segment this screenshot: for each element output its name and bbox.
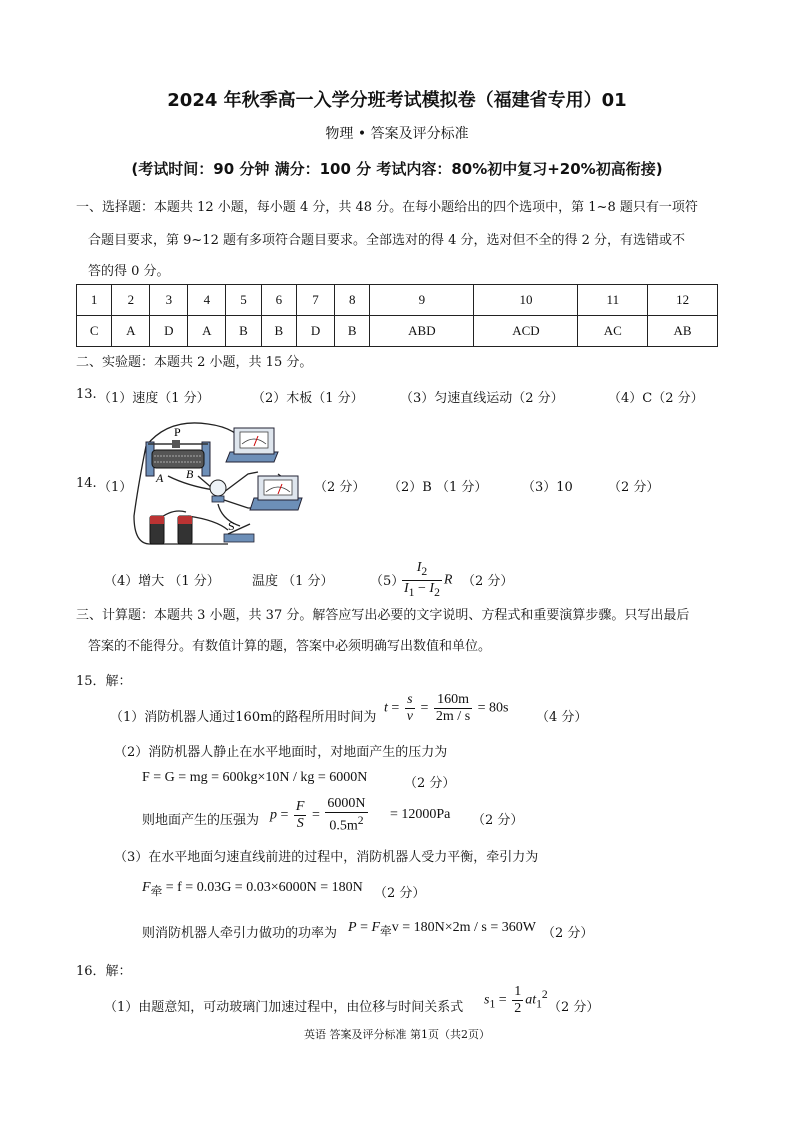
section1-line2: 合题目要求，第 9~12 题有多项符合题目要求。全部选对的得 4 分，选对但不全的得 2 分，有选错或不 <box>88 233 686 248</box>
table-cell: D <box>297 316 335 347</box>
table-cell: C <box>77 316 112 347</box>
section1-line3: 答的得 0 分。 <box>88 264 170 279</box>
table-cell: 5 <box>226 285 261 316</box>
q14-part4: （4）增大 （1 分） <box>104 574 220 589</box>
q15-formula-pressure: p = $\frac{F}{S}$ = $\frac{6000N}{0.5m^2}$ <box>270 796 366 834</box>
circuit-diagram <box>128 416 310 550</box>
table-cell: 2 <box>112 285 150 316</box>
voltmeter <box>226 428 278 462</box>
table-cell: 10 <box>474 285 578 316</box>
table-cell: B <box>226 316 261 347</box>
q14-part1: （1） <box>98 480 133 495</box>
exam-info: (考试时间：90 分钟 满分：100 分 考试内容：80%初中复习+20%初高衔接) <box>131 160 663 178</box>
table-cell: 12 <box>648 285 718 316</box>
q15-part3-score: （2 分） <box>374 886 426 901</box>
q16-part1-text: （1）由题意知，可动玻璃门加速过程中，由位移与时间关系式 <box>104 1000 464 1015</box>
q15-part3b-text: 则消防机器人牵引力做功的功率为 <box>142 926 338 941</box>
q15-part2-text: （2）消防机器人静止在水平地面时，对地面产生的压力为 <box>114 745 448 760</box>
q14-part1-score: （2 分） <box>314 480 366 495</box>
q14-part5: （5） <box>370 574 405 589</box>
table-cell: 4 <box>188 285 226 316</box>
q15-pressure-result: = 12000Pa <box>390 807 451 822</box>
table-cell: 9 <box>370 285 474 316</box>
table-row <box>77 285 718 316</box>
q15-part2b-score: （2 分） <box>472 813 524 828</box>
q14-temperature: 温度 （1 分） <box>252 574 334 589</box>
table-cell: B <box>261 316 296 347</box>
label-p: P <box>174 425 181 439</box>
q15-part2b-text: 则地面产生的压强为 <box>142 813 260 828</box>
document-subtitle: 物理 • 答案及评分标准 <box>325 126 469 142</box>
q16-part1-score: （2 分） <box>548 1000 600 1015</box>
q15-formula-time: t = $\frac{s}{v}$ = $\frac{160m}{2m / s}$ = 80s <box>384 692 509 724</box>
lamp <box>210 480 226 502</box>
q15-part3b-score: （2 分） <box>542 926 594 941</box>
section1-line1: 一、选择题：本题共 12 小题，每小题 4 分，共 48 分。在每小题给出的四个选项中，第 1~8 题只有一项符 <box>76 200 698 215</box>
q14-part2: （2）B （1 分） <box>388 480 488 495</box>
table-cell: 3 <box>150 285 188 316</box>
q13-part4: （4）C（2 分） <box>608 391 704 406</box>
table-cell: ACD <box>474 316 578 347</box>
table-cell: 11 <box>578 285 648 316</box>
table-cell: A <box>188 316 226 347</box>
page-footer: 英语 答案及评分标准 第1页（共2页） <box>304 1028 490 1041</box>
table-cell: 7 <box>297 285 335 316</box>
q16-formula-displacement: $s_1$ = $\frac{1}{2}$ $at_1^2$ <box>484 984 548 1016</box>
table-cell: 8 <box>335 285 370 316</box>
label-a: A <box>156 471 164 485</box>
table-cell: 6 <box>261 285 296 316</box>
document-title: 2024 年秋季高一入学分班考试模拟卷（福建省专用）01 <box>167 90 627 111</box>
q15-part1-text: （1）消防机器人通过160m的路程所用时间为 <box>110 710 377 725</box>
q15-formula-power: $P = F_牵v = 180N\times 2m / s = 360W$ <box>348 920 536 938</box>
table-cell: AB <box>648 316 718 347</box>
q15-formula-force: F = G = mg = 600kg×10N / kg = 6000N <box>142 770 368 785</box>
table-cell: B <box>335 316 370 347</box>
q16-heading: 16．解： <box>76 964 132 979</box>
table-row <box>77 316 718 347</box>
q14-formula: $\frac{I_2}{I_1 - I_2}$ R <box>404 560 453 599</box>
ammeter <box>250 476 302 510</box>
q15-heading: 15．解： <box>76 674 132 689</box>
q15-power-equation: v = 180N×2m / s = 360W <box>391 920 536 935</box>
q14-part3: （3）10 <box>522 480 573 495</box>
table-cell: D <box>150 316 188 347</box>
label-b: B <box>186 467 194 481</box>
table-cell: A <box>112 316 150 347</box>
q14-part3-score: （2 分） <box>608 480 660 495</box>
q15-part2-score: （2 分） <box>404 776 456 791</box>
q15-part1-score: （4 分） <box>536 710 588 725</box>
table-cell: AC <box>578 316 648 347</box>
answer-table <box>76 284 718 347</box>
q13-part1: （1）速度（1 分） <box>98 391 210 406</box>
q13-number: 13. <box>76 387 97 402</box>
q13-part2: （2）木板（1 分） <box>252 391 364 406</box>
section2-heading: 二、实验题：本题共 2 小题，共 15 分。 <box>76 355 313 370</box>
q15-part3-text: （3）在水平地面匀速直线前进的过程中，消防机器人受力平衡，牵引力为 <box>114 850 539 865</box>
table-cell: ABD <box>370 316 474 347</box>
q14-part5-score: （2 分） <box>462 574 514 589</box>
section3-line1: 三、计算题：本题共 3 小题，共 37 分。解答应写出必要的文字说明、方程式和重要演算步骤。只写出最后 <box>76 608 690 623</box>
section3-line2: 答案的不能得分。有数值计算的题，答案中必须明确写出数值和单位。 <box>88 639 492 654</box>
label-s: S <box>228 519 235 533</box>
q14-number: 14. <box>76 476 97 491</box>
battery <box>150 516 192 544</box>
q15-traction-equation: = f = 0.03G = 0.03×6000N = 180N <box>165 880 363 895</box>
table-cell: 1 <box>77 285 112 316</box>
q13-part3: （3）匀速直线运动（2 分） <box>400 391 564 406</box>
q15-formula-traction: $F_牵 = f = 0.03G = 0.03\times 6000N = 180N$ <box>142 880 363 898</box>
